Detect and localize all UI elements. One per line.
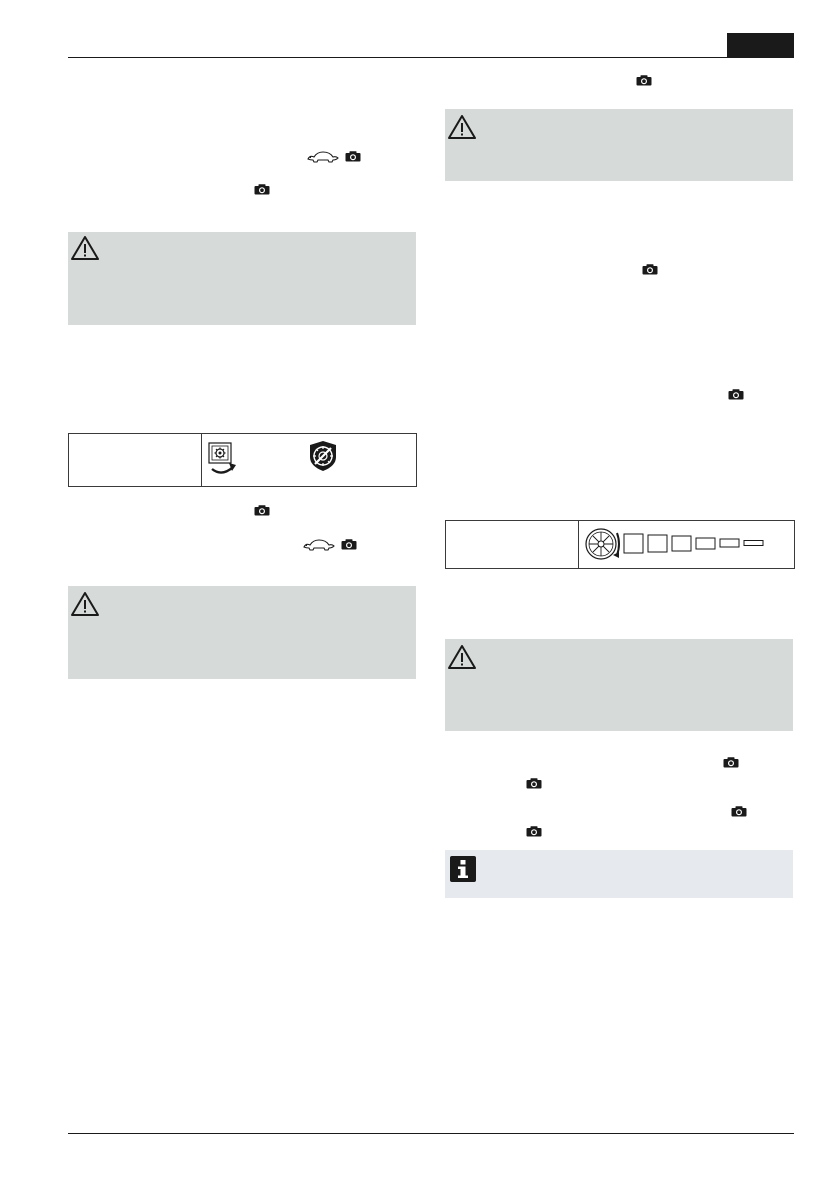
grinding-table: [445, 520, 795, 569]
info-box: [445, 850, 793, 898]
camera-icon: [254, 184, 270, 195]
camera-icon: [636, 75, 652, 86]
cutter-rotation-icon: [207, 441, 241, 477]
warning-box: [445, 639, 793, 731]
turtle-slow-speed-icon: [306, 150, 340, 164]
table-divider: [578, 521, 579, 568]
camera-icon: [254, 505, 270, 516]
cutter-table: [68, 433, 417, 487]
no-cutter-icon: [307, 440, 339, 472]
camera-icon: [723, 757, 739, 768]
language-tab: [727, 33, 794, 58]
footer-rule: [68, 1133, 794, 1134]
camera-icon: [728, 389, 744, 400]
info-icon: [450, 856, 476, 882]
table-divider: [201, 434, 202, 486]
camera-icon: [526, 826, 542, 837]
warning-box: [68, 586, 416, 679]
camera-icon: [345, 151, 361, 162]
warning-triangle-icon: [447, 114, 477, 140]
grinding-disc-icon: [584, 525, 796, 563]
header-rule: [68, 57, 794, 58]
camera-icon: [341, 539, 357, 550]
warning-triangle-icon: [70, 235, 100, 261]
camera-icon: [642, 264, 658, 275]
turtle-slow-speed-icon: [302, 538, 336, 552]
warning-box: [445, 109, 793, 181]
warning-triangle-icon: [70, 591, 100, 617]
camera-icon: [731, 806, 747, 817]
camera-icon: [526, 778, 542, 789]
warning-triangle-icon: [447, 644, 477, 670]
warning-box: [68, 232, 416, 325]
